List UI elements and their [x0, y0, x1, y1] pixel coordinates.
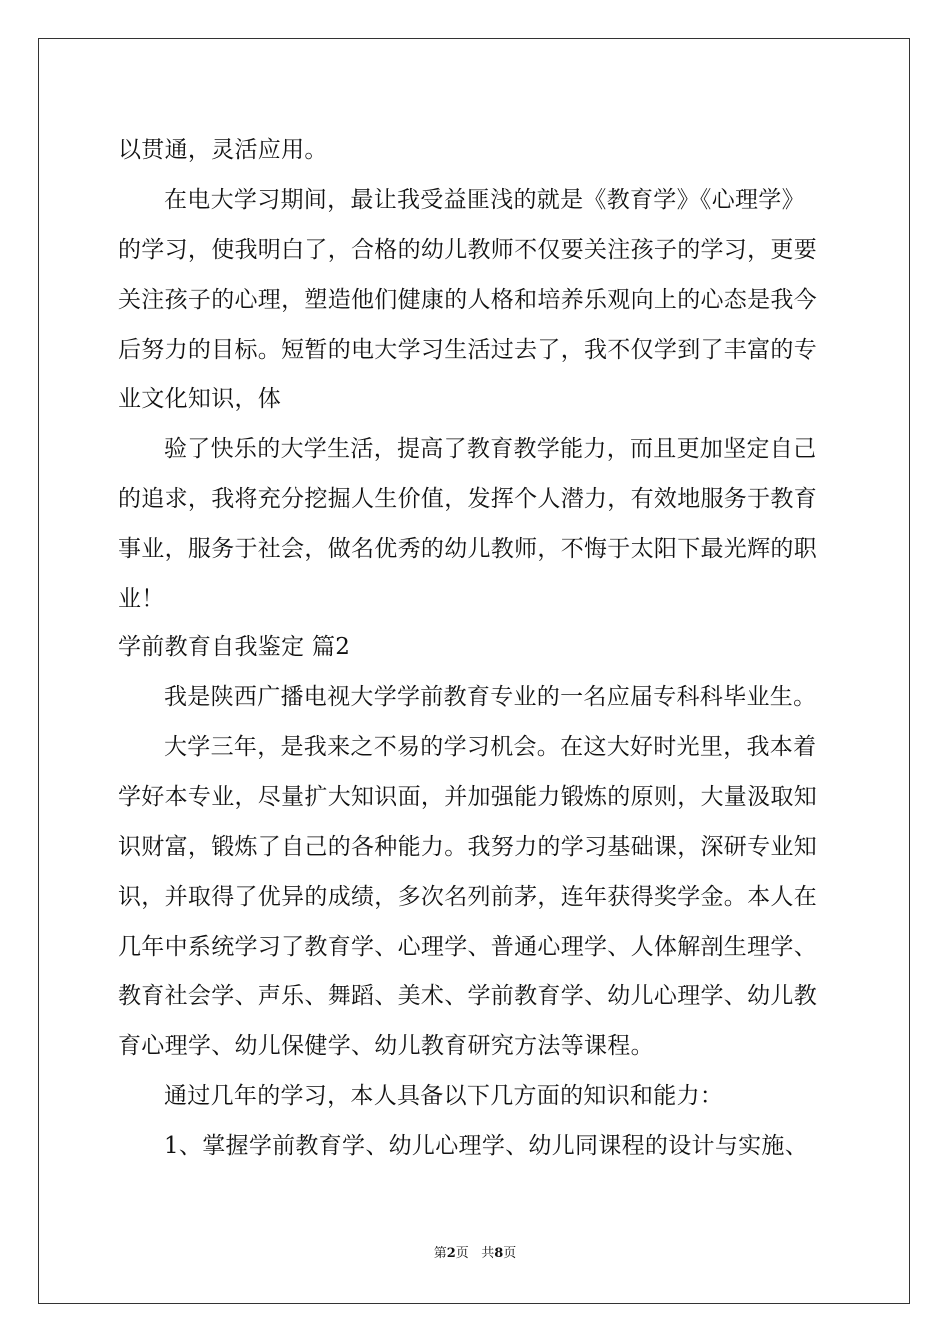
- footer-total-prefix: 共: [481, 1246, 495, 1261]
- text-line-8: 的追求，我将充分挖掘人生价值，发挥个人潜力，有效地服务于教育: [118, 486, 817, 512]
- text-line-16: 识，并取得了优异的成绩，多次名列前茅，连年获得奖学金。本人在: [118, 884, 817, 910]
- section-heading: 学前教育自我鉴定 篇2: [118, 634, 351, 660]
- text-line-15: 识财富，锻炼了自己的各种能力。我努力的学习基础课，深研专业知: [118, 834, 817, 860]
- text-line-18: 教育社会学、声乐、舞蹈、美术、学前教育学、幼儿心理学、幼儿教: [118, 983, 817, 1009]
- text-line-14: 学好本专业，尽量扩大知识面，并加强能力锻炼的原则，大量汲取知: [118, 784, 817, 810]
- text-line-7: 验了快乐的大学生活，提高了教育教学能力，而且更加坚定自己: [164, 436, 817, 462]
- text-line-10: 业！: [118, 586, 165, 612]
- text-line-6: 业文化知识，体: [118, 386, 282, 412]
- footer-total-suffix: 页: [503, 1246, 517, 1261]
- text-line-4: 关注孩子的心理，塑造他们健康的人格和培养乐观向上的心态是我今: [118, 287, 817, 313]
- text-line-2: 在电大学习期间，最让我受益匪浅的就是《教育学》《心理学》: [164, 187, 805, 213]
- text-line-3: 的学习，使我明白了，合格的幼儿教师不仅要关注孩子的学习，更要: [118, 237, 817, 263]
- text-line-9: 事业，服务于社会，做名优秀的幼儿教师，不悔于太阳下最光辉的职: [118, 536, 817, 562]
- page-border: [38, 38, 910, 1304]
- footer-total-number: 8: [494, 1246, 504, 1261]
- text-line-17: 几年中系统学习了教育学、心理学、普通心理学、人体解剖生理学、: [118, 934, 817, 960]
- text-line-5: 后努力的目标。短暂的电大学习生活过去了，我不仅学到了丰富的专: [118, 337, 817, 363]
- text-line-1: 以贯通，灵活应用。: [118, 137, 328, 163]
- footer-page-prefix: 第: [433, 1246, 447, 1261]
- text-line-19: 育心理学、幼儿保健学、幼儿教育研究方法等课程。: [118, 1033, 654, 1059]
- text-line-12: 我是陕西广播电视大学学前教育专业的一名应届专科科毕业生。: [164, 684, 817, 710]
- page-footer: [0, 1246, 950, 1262]
- text-line-20: 通过几年的学习，本人具备以下几方面的知识和能力：: [164, 1083, 724, 1109]
- footer-page-number: 2: [446, 1246, 456, 1261]
- footer-page-suffix: 页: [455, 1246, 469, 1261]
- text-line-21: 1、掌握学前教育学、幼儿心理学、幼儿同课程的设计与实施、: [164, 1133, 809, 1159]
- text-line-13: 大学三年，是我来之不易的学习机会。在这大好时光里，我本着: [164, 734, 817, 760]
